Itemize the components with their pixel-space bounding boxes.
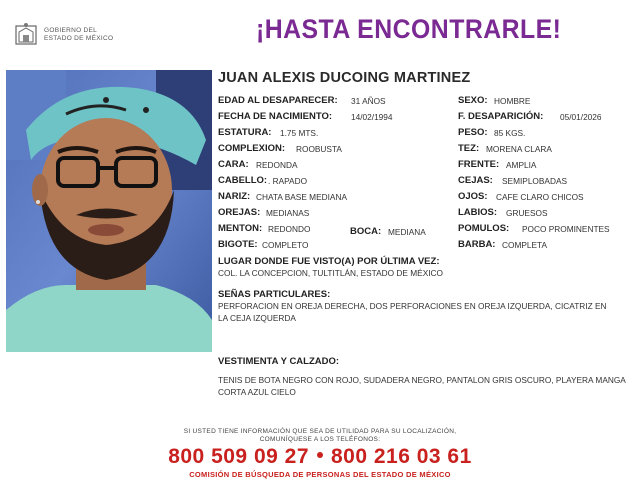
particular-signs-label: SEÑAS PARTICULARES:	[218, 289, 331, 300]
peso-label: PESO:	[458, 127, 488, 138]
f-desap-label: F. DESAPARICIÓN:	[458, 111, 544, 122]
gov-line-2: ESTADO DE MÉXICO	[44, 35, 114, 42]
cejas-value: SEMIPLOBADAS	[502, 176, 568, 186]
cara-value: REDONDA	[256, 160, 298, 170]
complexion-label: COMPLEXION:	[218, 143, 286, 154]
nariz-label: NARIZ:	[218, 191, 251, 202]
barba-value: COMPLETA	[502, 240, 548, 250]
bigote-value: COMPLETO	[262, 240, 309, 250]
f-desap-value: 05/01/2026	[560, 112, 602, 122]
pomulos-value: POCO PROMINENTES	[522, 224, 610, 234]
phone-numbers	[0, 445, 640, 469]
bigote-label: BIGOTE:	[218, 239, 258, 250]
phone-1[interactable]: 800 509 09 27	[168, 445, 309, 468]
boca-label: BOCA:	[350, 226, 382, 237]
pomulos-label: POMULOS:	[458, 223, 510, 234]
info-note	[0, 428, 640, 444]
last-seen-value: COL. LA CONCEPCION, TULTITLÁN, ESTADO DE MÉXICO	[218, 268, 443, 278]
clothing-value: TENIS DE BOTA NEGRO CON ROJO, SUDADERA NEGRO, PANTALON GRIS OSCURO, PLAYERA MANGA CORTA AZUL CIELO	[218, 375, 626, 397]
labios-label: LABIOS:	[458, 207, 498, 218]
state-seal-icon	[14, 22, 38, 48]
menton-label: MENTON:	[218, 223, 263, 234]
government-logo	[14, 22, 124, 50]
cejas-label: CEJAS:	[458, 175, 493, 186]
barba-label: BARBA:	[458, 239, 496, 250]
tez-value: MORENA CLARA	[486, 144, 552, 154]
clothing-label: VESTIMENTA Y CALZADO:	[218, 356, 340, 367]
edad-value: 31 AÑOS	[351, 96, 386, 106]
cabello-value: . RAPADO	[268, 176, 308, 186]
headline: ¡HASTA ENCONTRARLE!	[256, 14, 562, 44]
nariz-value: CHATA BASE MEDIANA	[256, 192, 347, 202]
person-photo	[6, 70, 212, 352]
fecha-nac-label: FECHA DE NACIMIENTO:	[218, 111, 332, 122]
particular-signs-value: PERFORACION EN OREJA DERECHA, DOS PERFORACIONES EN OREJA IZQUERDA, CICATRIZ EN LA CEJA IZQUERDA	[218, 301, 607, 323]
commission-name: COMISIÓN DE BÚSQUEDA DE PERSONAS DEL ESTADO DE MÉXICO	[189, 470, 451, 479]
cara-label: CARA:	[218, 159, 249, 170]
tez-label: TEZ:	[458, 143, 480, 154]
menton-value: REDONDO	[268, 224, 311, 234]
estatura-value: 1.75 MTS.	[280, 128, 319, 138]
labios-value: GRUESOS	[506, 208, 548, 218]
ojos-value: CAFE CLARO CHICOS	[496, 192, 584, 202]
phone-2[interactable]: 800 216 03 61	[331, 445, 472, 468]
fecha-nac-value: 14/02/1994	[351, 112, 393, 122]
sexo-value: HOMBRE	[494, 96, 531, 106]
peso-value: 85 KGS.	[494, 128, 526, 138]
info-line-1: SI USTED TIENE INFORMACIÓN QUE SEA DE UTILIDAD PARA SU LOCALIZACIÓN,	[183, 428, 457, 435]
bullet-icon	[317, 452, 323, 458]
frente-label: FRENTE:	[458, 159, 500, 170]
estatura-label: ESTATURA:	[218, 127, 272, 138]
orejas-label: OREJAS:	[218, 207, 261, 218]
last-seen-label: LUGAR DONDE FUE VISTO(A) POR ÚLTIMA VEZ:	[218, 256, 440, 267]
complexion-value: ROOBUSTA	[296, 144, 342, 154]
person-name: JUAN ALEXIS DUCOING MARTINEZ	[218, 70, 471, 86]
cabello-label: CABELLO:	[218, 175, 268, 186]
sexo-label: SEXO:	[458, 95, 488, 106]
boca-value: MEDIANA	[388, 227, 426, 237]
orejas-value: MEDIANAS	[266, 208, 310, 218]
edad-label: EDAD AL DESAPARECER:	[218, 95, 338, 106]
frente-value: AMPLIA	[506, 160, 537, 170]
info-line-2: COMUNÍQUESE A LOS TELÉFONOS:	[259, 436, 381, 443]
ojos-label: OJOS:	[458, 191, 488, 202]
gov-line-1: GOBIERNO DEL	[44, 27, 98, 34]
